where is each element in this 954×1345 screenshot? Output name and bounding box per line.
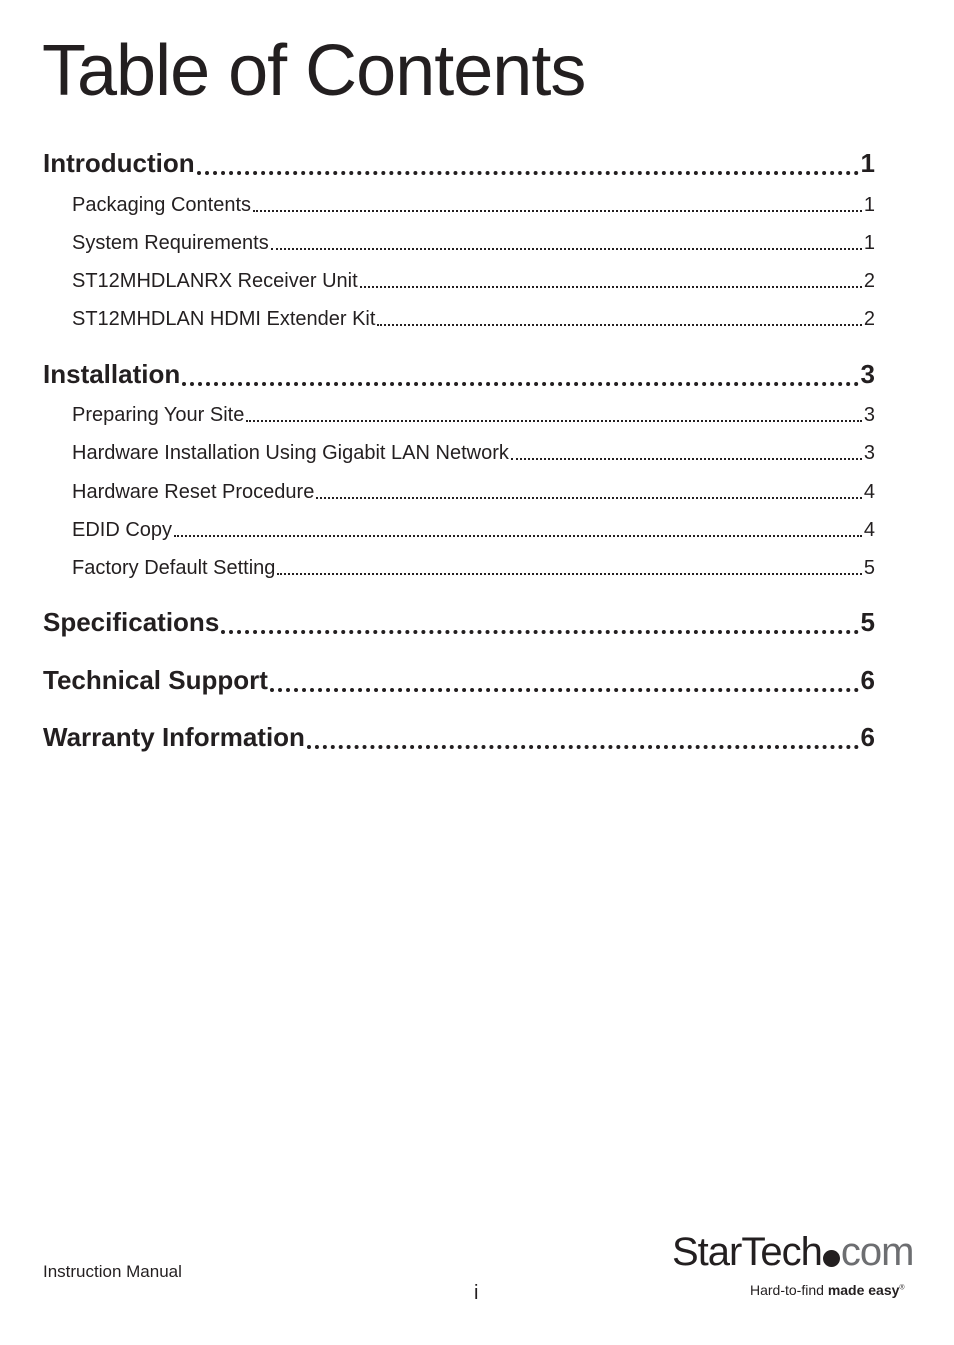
logo-tagline-bold: made easy xyxy=(827,1282,900,1298)
toc-label: ST12MHDLAN HDMI Extender Kit xyxy=(72,308,376,330)
toc-label: Hardware Reset Procedure xyxy=(72,481,315,503)
dot-leader xyxy=(246,420,862,422)
toc-label: Packaging Contents xyxy=(72,194,252,216)
toc-entry-hardware-installation[interactable] xyxy=(43,442,875,465)
toc-label: Installation xyxy=(43,359,181,389)
toc-page-number: 2 xyxy=(863,308,875,330)
toc-entry-receiver-unit[interactable] xyxy=(43,270,875,293)
footer-page-number: i xyxy=(474,1282,479,1304)
toc-page-number: 3 xyxy=(863,404,875,426)
toc-entry-preparing-your-site[interactable] xyxy=(43,404,875,427)
toc-label: Warranty Information xyxy=(43,722,305,752)
toc-page-number: 1 xyxy=(863,194,875,216)
toc-entry-factory-default[interactable] xyxy=(43,557,875,580)
dot-leader xyxy=(271,248,862,250)
dot-leader xyxy=(360,286,862,288)
toc-entry-specifications[interactable] xyxy=(43,607,875,638)
toc-label: Preparing Your Site xyxy=(72,404,245,426)
dot-leader xyxy=(174,535,862,537)
dot-leader xyxy=(277,573,861,575)
footer-manual-label: Instruction Manual xyxy=(43,1262,182,1281)
toc-entry-packaging-contents[interactable] xyxy=(43,194,875,217)
logo-name-part2: com xyxy=(840,1230,914,1274)
logo-name-part1: StarTech xyxy=(672,1230,822,1274)
toc-entry-system-requirements[interactable] xyxy=(43,232,875,255)
toc-label: Introduction xyxy=(43,148,195,178)
logo-dot-icon xyxy=(823,1250,840,1267)
logo-tagline xyxy=(750,1282,905,1298)
toc-label: Technical Support xyxy=(43,665,268,695)
logo-tagline-plain: Hard-to-find xyxy=(750,1282,824,1298)
toc-label: EDID Copy xyxy=(72,519,173,541)
toc-entry-installation[interactable] xyxy=(43,359,875,390)
toc-page-number: 5 xyxy=(860,607,875,637)
startech-logo xyxy=(672,1230,912,1305)
page-title: Table of Contents xyxy=(42,31,586,111)
toc-entry-hardware-reset[interactable] xyxy=(43,481,875,504)
toc-page-number: 3 xyxy=(863,442,875,464)
toc-page-number: 1 xyxy=(863,232,875,254)
toc-page-number: 5 xyxy=(863,557,875,579)
toc-label: Hardware Installation Using Gigabit LAN Network xyxy=(72,442,509,464)
toc-entry-edid-copy[interactable] xyxy=(43,519,875,542)
dot-leader xyxy=(197,171,859,175)
toc-page-number: 1 xyxy=(860,148,875,178)
toc-page-number: 6 xyxy=(860,722,875,752)
toc-entry-warranty-information[interactable] xyxy=(43,722,875,753)
toc-page-number: 2 xyxy=(863,270,875,292)
toc-entry-technical-support[interactable] xyxy=(43,665,875,696)
toc-label: Factory Default Setting xyxy=(72,557,276,579)
toc-label: System Requirements xyxy=(72,232,269,254)
dot-leader xyxy=(270,688,859,692)
toc-entry-extender-kit[interactable] xyxy=(43,308,875,331)
dot-leader xyxy=(221,630,858,634)
toc-entry-introduction[interactable] xyxy=(43,148,875,179)
toc-page-number: 6 xyxy=(860,665,875,695)
toc-label: Specifications xyxy=(43,607,220,637)
dot-leader xyxy=(316,497,862,499)
toc-page-number: 4 xyxy=(863,519,875,541)
dot-leader xyxy=(307,745,859,749)
toc-page-number: 4 xyxy=(863,481,875,503)
dot-leader xyxy=(253,210,862,212)
dot-leader xyxy=(377,324,861,326)
logo-wordmark xyxy=(672,1230,913,1275)
toc-page-number: 3 xyxy=(860,359,875,389)
toc-label: ST12MHDLANRX Receiver Unit xyxy=(72,270,358,292)
registered-mark: ® xyxy=(899,1284,905,1292)
dot-leader xyxy=(182,382,858,386)
dot-leader xyxy=(511,458,862,460)
